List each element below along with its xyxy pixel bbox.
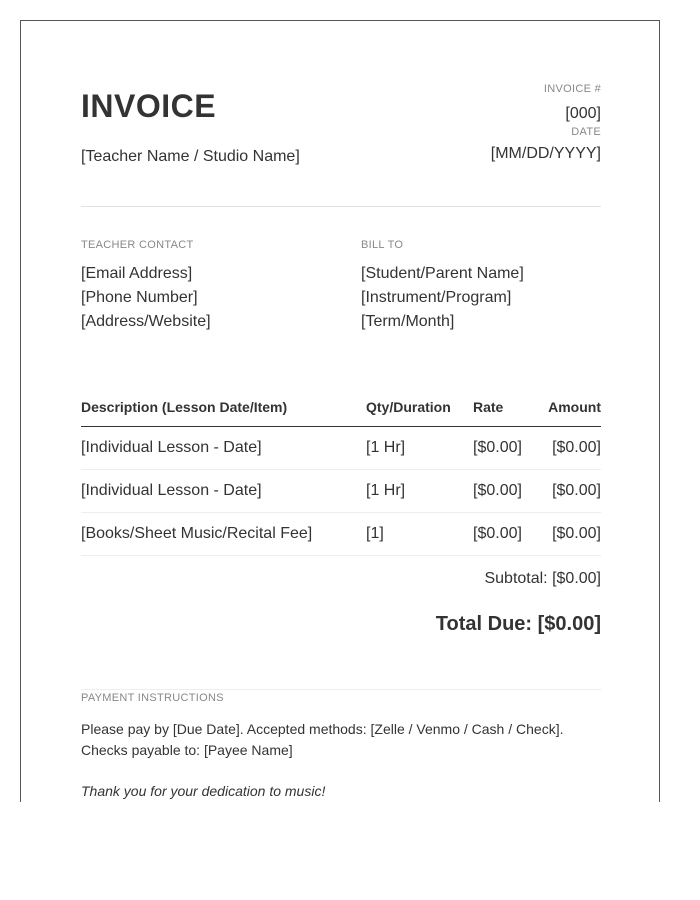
invoice-date-value: [MM/DD/YYYY] (490, 145, 601, 162)
invoice-number-label: INVOICE # (543, 83, 601, 95)
invoice-date-label: DATE (571, 126, 601, 138)
header-rate: Rate (473, 387, 533, 427)
bill-to-program: [Instrument/Program] (361, 289, 512, 306)
payee-text: Checks payable to: [Payee Name] (81, 742, 293, 758)
teacher-address: [Address/Website] (81, 313, 211, 330)
table-row (81, 513, 601, 556)
header-description: Description (Lesson Date/Item) (81, 387, 366, 427)
header-qty: Qty/Duration (366, 387, 473, 427)
line-items-table (81, 387, 601, 556)
teacher-contact-section (81, 239, 341, 334)
invoice-page (20, 20, 660, 802)
invoice-meta (401, 83, 601, 167)
payment-instructions-label: PAYMENT INSTRUCTIONS (81, 692, 224, 704)
thank-you-note: Thank you for your dedication to music! (81, 783, 326, 799)
teacher-email: [Email Address] (81, 265, 193, 282)
teacher-phone: [Phone Number] (81, 289, 198, 306)
invoice-number-value: [000] (565, 105, 601, 122)
table-row (81, 470, 601, 513)
row-amount: [$0.00] (533, 427, 601, 470)
row-rate: [$0.00] (473, 513, 533, 556)
header-divider (81, 206, 601, 207)
teacher-contact-label: TEACHER CONTACT (81, 239, 194, 251)
row-description: [Individual Lesson - Date] (81, 427, 366, 470)
total-due: Total Due: [$0.00] (435, 613, 601, 635)
row-rate: [$0.00] (473, 427, 533, 470)
row-description: [Individual Lesson - Date] (81, 470, 366, 513)
header-amount: Amount (533, 387, 601, 427)
row-amount: [$0.00] (533, 513, 601, 556)
bill-to-name: [Student/Parent Name] (361, 265, 524, 282)
row-qty: [1 Hr] (366, 427, 473, 470)
bill-to-label: BILL TO (361, 239, 404, 251)
payment-instructions-text: Please pay by [Due Date]. Accepted methods: [Zelle / Venmo / Cash / Check]. (81, 721, 564, 737)
row-qty: [1 Hr] (366, 470, 473, 513)
studio-name: [Teacher Name / Studio Name] (81, 148, 300, 165)
invoice-title: INVOICE (81, 88, 217, 124)
table-header-row (81, 387, 601, 427)
table-row (81, 427, 601, 470)
row-description: [Books/Sheet Music/Recital Fee] (81, 513, 366, 556)
bill-to-section (361, 239, 621, 334)
bill-to-term: [Term/Month] (361, 313, 455, 330)
row-rate: [$0.00] (473, 470, 533, 513)
row-qty: [1] (366, 513, 473, 556)
subtotal: Subtotal: [$0.00] (484, 570, 601, 587)
payment-divider (81, 689, 601, 690)
row-amount: [$0.00] (533, 470, 601, 513)
